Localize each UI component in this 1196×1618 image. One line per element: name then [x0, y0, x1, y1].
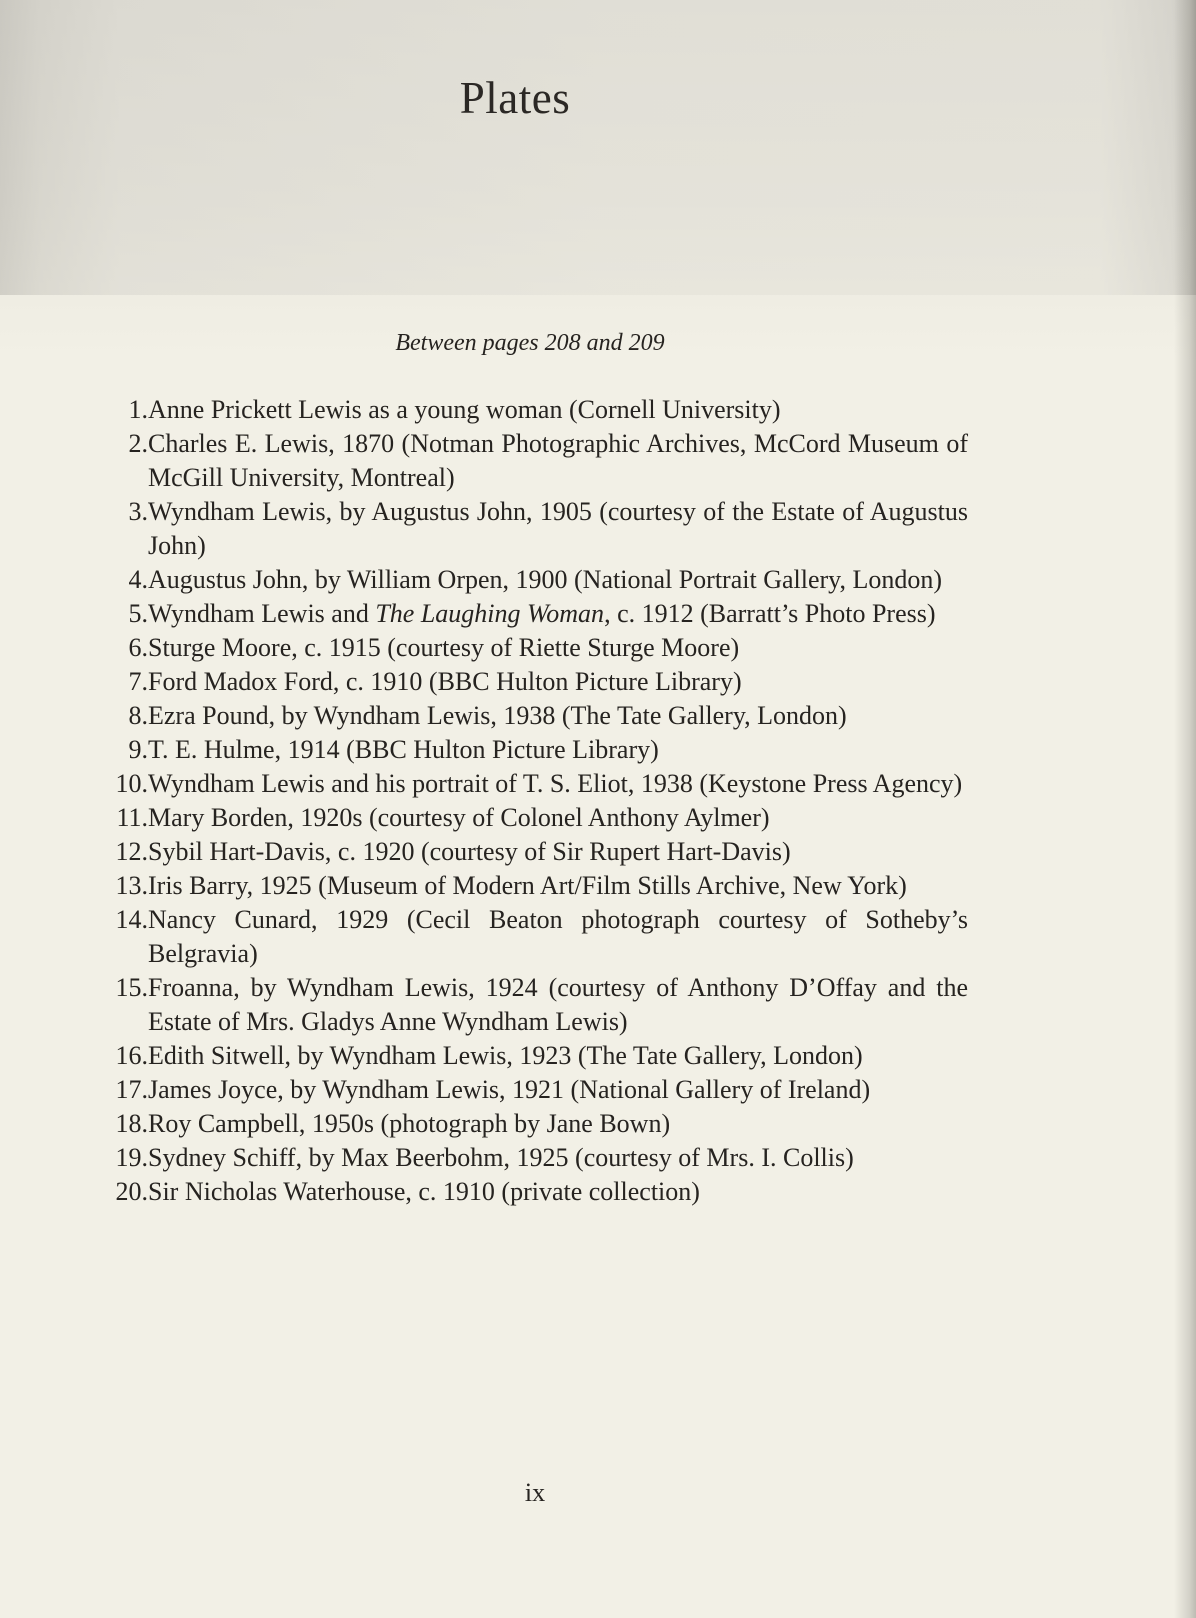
plate-number: 6. [128, 633, 148, 662]
plates-location-subtitle: Between pages 208 and 209 [395, 330, 665, 356]
plate-entry [100, 801, 968, 835]
plate-entry [100, 563, 968, 597]
plate-number: 5. [128, 599, 148, 628]
plate-entry [100, 1039, 968, 1073]
plate-caption: Ford Madox Ford, c. 1910 (BBC Hulton Picture Library) [148, 667, 742, 696]
plate-entry [100, 869, 968, 903]
plate-number: 16. [115, 1041, 148, 1070]
plate-caption: Sydney Schiff, by Max Beerbohm, 1925 (courtesy of Mrs. I. Collis) [148, 1143, 854, 1172]
plate-caption-part: Wyndham Lewis and [148, 599, 376, 628]
plate-caption: Iris Barry, 1925 (Museum of Modern Art/Film Stills Archive, New York) [148, 871, 907, 900]
plate-entry [100, 1141, 968, 1175]
plate-caption: Nancy Cunard, 1929 (Cecil Beaton photograph courtesy of Sotheby’s Belgravia) [148, 905, 968, 968]
plate-entry [100, 1107, 968, 1141]
plate-number: 9. [128, 735, 148, 764]
plate-number: 11. [116, 803, 148, 832]
plate-caption-part: , c. 1912 (Barratt’s Photo Press) [604, 599, 936, 628]
plate-caption: Froanna, by Wyndham Lewis, 1924 (courtesy of Anthony D’Offay and the Estate of Mrs. Gladys Anne Wyndham Lewis) [148, 973, 968, 1036]
plate-entry [100, 1073, 968, 1107]
plate-caption: Charles E. Lewis, 1870 (Notman Photographic Archives, McCord Museum of McGill University, Montreal) [148, 429, 968, 492]
plate-number: 8. [128, 701, 148, 730]
plate-entry [100, 393, 968, 427]
plate-entry [100, 427, 968, 495]
plate-number: 2. [128, 429, 148, 458]
page-number: ix [524, 1478, 546, 1507]
plate-number: 17. [115, 1075, 148, 1104]
page-title: Plates [459, 73, 571, 123]
plate-caption: Roy Campbell, 1950s (photograph by Jane Bown) [148, 1109, 671, 1138]
plate-entry [100, 835, 968, 869]
plate-caption: Edith Sitwell, by Wyndham Lewis, 1923 (The Tate Gallery, London) [148, 1041, 863, 1070]
plate-caption: Mary Borden, 1920s (courtesy of Colonel Anthony Aylmer) [148, 803, 770, 832]
plate-entry [100, 1175, 968, 1209]
plate-entry [100, 767, 968, 801]
plate-caption: Wyndham Lewis and his portrait of T. S. Eliot, 1938 (Keystone Press Agency) [148, 769, 963, 798]
plate-caption: Ezra Pound, by Wyndham Lewis, 1938 (The Tate Gallery, London) [148, 701, 847, 730]
plate-number: 19. [115, 1143, 148, 1172]
plate-number: 12. [115, 837, 148, 866]
plate-number: 13. [115, 871, 148, 900]
plate-caption: T. E. Hulme, 1914 (BBC Hulton Picture Library) [148, 735, 659, 764]
plate-caption: Sybil Hart-Davis, c. 1920 (courtesy of Sir Rupert Hart-Davis) [148, 837, 791, 866]
plate-number: 7. [128, 667, 148, 696]
plate-entry [100, 495, 968, 563]
plates-list [100, 393, 968, 1209]
plate-number: 4. [128, 565, 148, 594]
plate-number: 10. [115, 769, 148, 798]
plate-number: 15. [115, 973, 148, 1002]
plate-entry [100, 597, 968, 631]
page-edge-shadow [1174, 0, 1196, 1618]
artwork-title: The Laughing Woman [375, 599, 605, 628]
plate-number: 1. [128, 395, 148, 424]
plate-entry [100, 699, 968, 733]
plate-caption: Anne Prickett Lewis as a young woman (Cornell University) [148, 395, 781, 424]
plate-number: 20. [115, 1177, 148, 1206]
plate-number: 3. [128, 497, 148, 526]
plate-caption: James Joyce, by Wyndham Lewis, 1921 (National Gallery of Ireland) [148, 1075, 871, 1104]
plate-caption [148, 597, 968, 631]
plate-entry [100, 903, 968, 971]
plate-caption: Sturge Moore, c. 1915 (courtesy of Riette Sturge Moore) [148, 633, 740, 662]
facing-page-shadow [0, 0, 1196, 295]
plate-entry [100, 733, 968, 767]
plate-number: 14. [115, 905, 148, 934]
plate-entry [100, 665, 968, 699]
plate-caption: Augustus John, by William Orpen, 1900 (National Portrait Gallery, London) [148, 565, 943, 594]
plate-caption: Wyndham Lewis, by Augustus John, 1905 (courtesy of the Estate of Augustus John) [148, 497, 968, 560]
plate-entry [100, 631, 968, 665]
plate-entry [100, 971, 968, 1039]
plate-caption: Sir Nicholas Waterhouse, c. 1910 (private collection) [148, 1177, 700, 1206]
plate-number: 18. [115, 1109, 148, 1138]
